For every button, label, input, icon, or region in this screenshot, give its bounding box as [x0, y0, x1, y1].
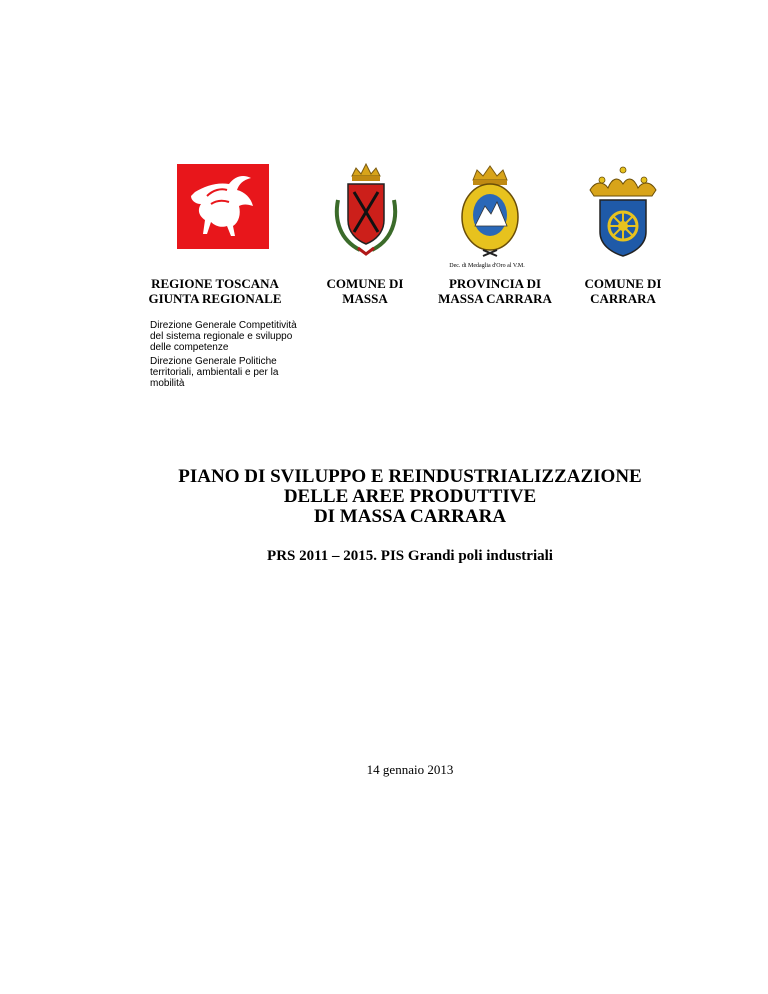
document-title — [100, 467, 720, 527]
title-line-3: DI MASSA CARRARA — [313, 506, 507, 527]
label-comune-massa: COMUNE DI MASSA — [326, 276, 404, 306]
provincia-coat-of-arms — [455, 160, 525, 260]
regione-toscana-logo — [177, 164, 269, 249]
label-provincia-massa-carrara: PROVINCIA DI MASSA CARRARA — [438, 276, 552, 306]
label-comune-carrara: COMUNE DI CARRARA — [584, 276, 662, 306]
medal-caption: Dec. di Medaglia d'Oro al V.M. — [449, 263, 525, 269]
title-line-2: DELLE AREE PRODUTTIVE — [283, 486, 537, 507]
massa-coat-of-arms — [330, 160, 402, 260]
title-line-1: PIANO DI SVILUPPO E REINDUSTRIALIZZAZIONE — [178, 466, 642, 487]
direzione-politiche: Direzione Generale Politiche territoriali, ambientali e per la mobilità — [150, 356, 279, 389]
carrara-coat-of-arms — [582, 160, 664, 260]
direzione-competitivita: Direzione Generale Competitività del sistema regionale e sviluppo delle competenze — [150, 320, 297, 353]
document-subtitle: PRS 2011 – 2015. PIS Grandi poli industriali — [267, 548, 553, 564]
label-regione-toscana: REGIONE TOSCANA GIUNTA REGIONALE — [148, 276, 282, 306]
document-date: 14 gennaio 2013 — [366, 762, 454, 777]
